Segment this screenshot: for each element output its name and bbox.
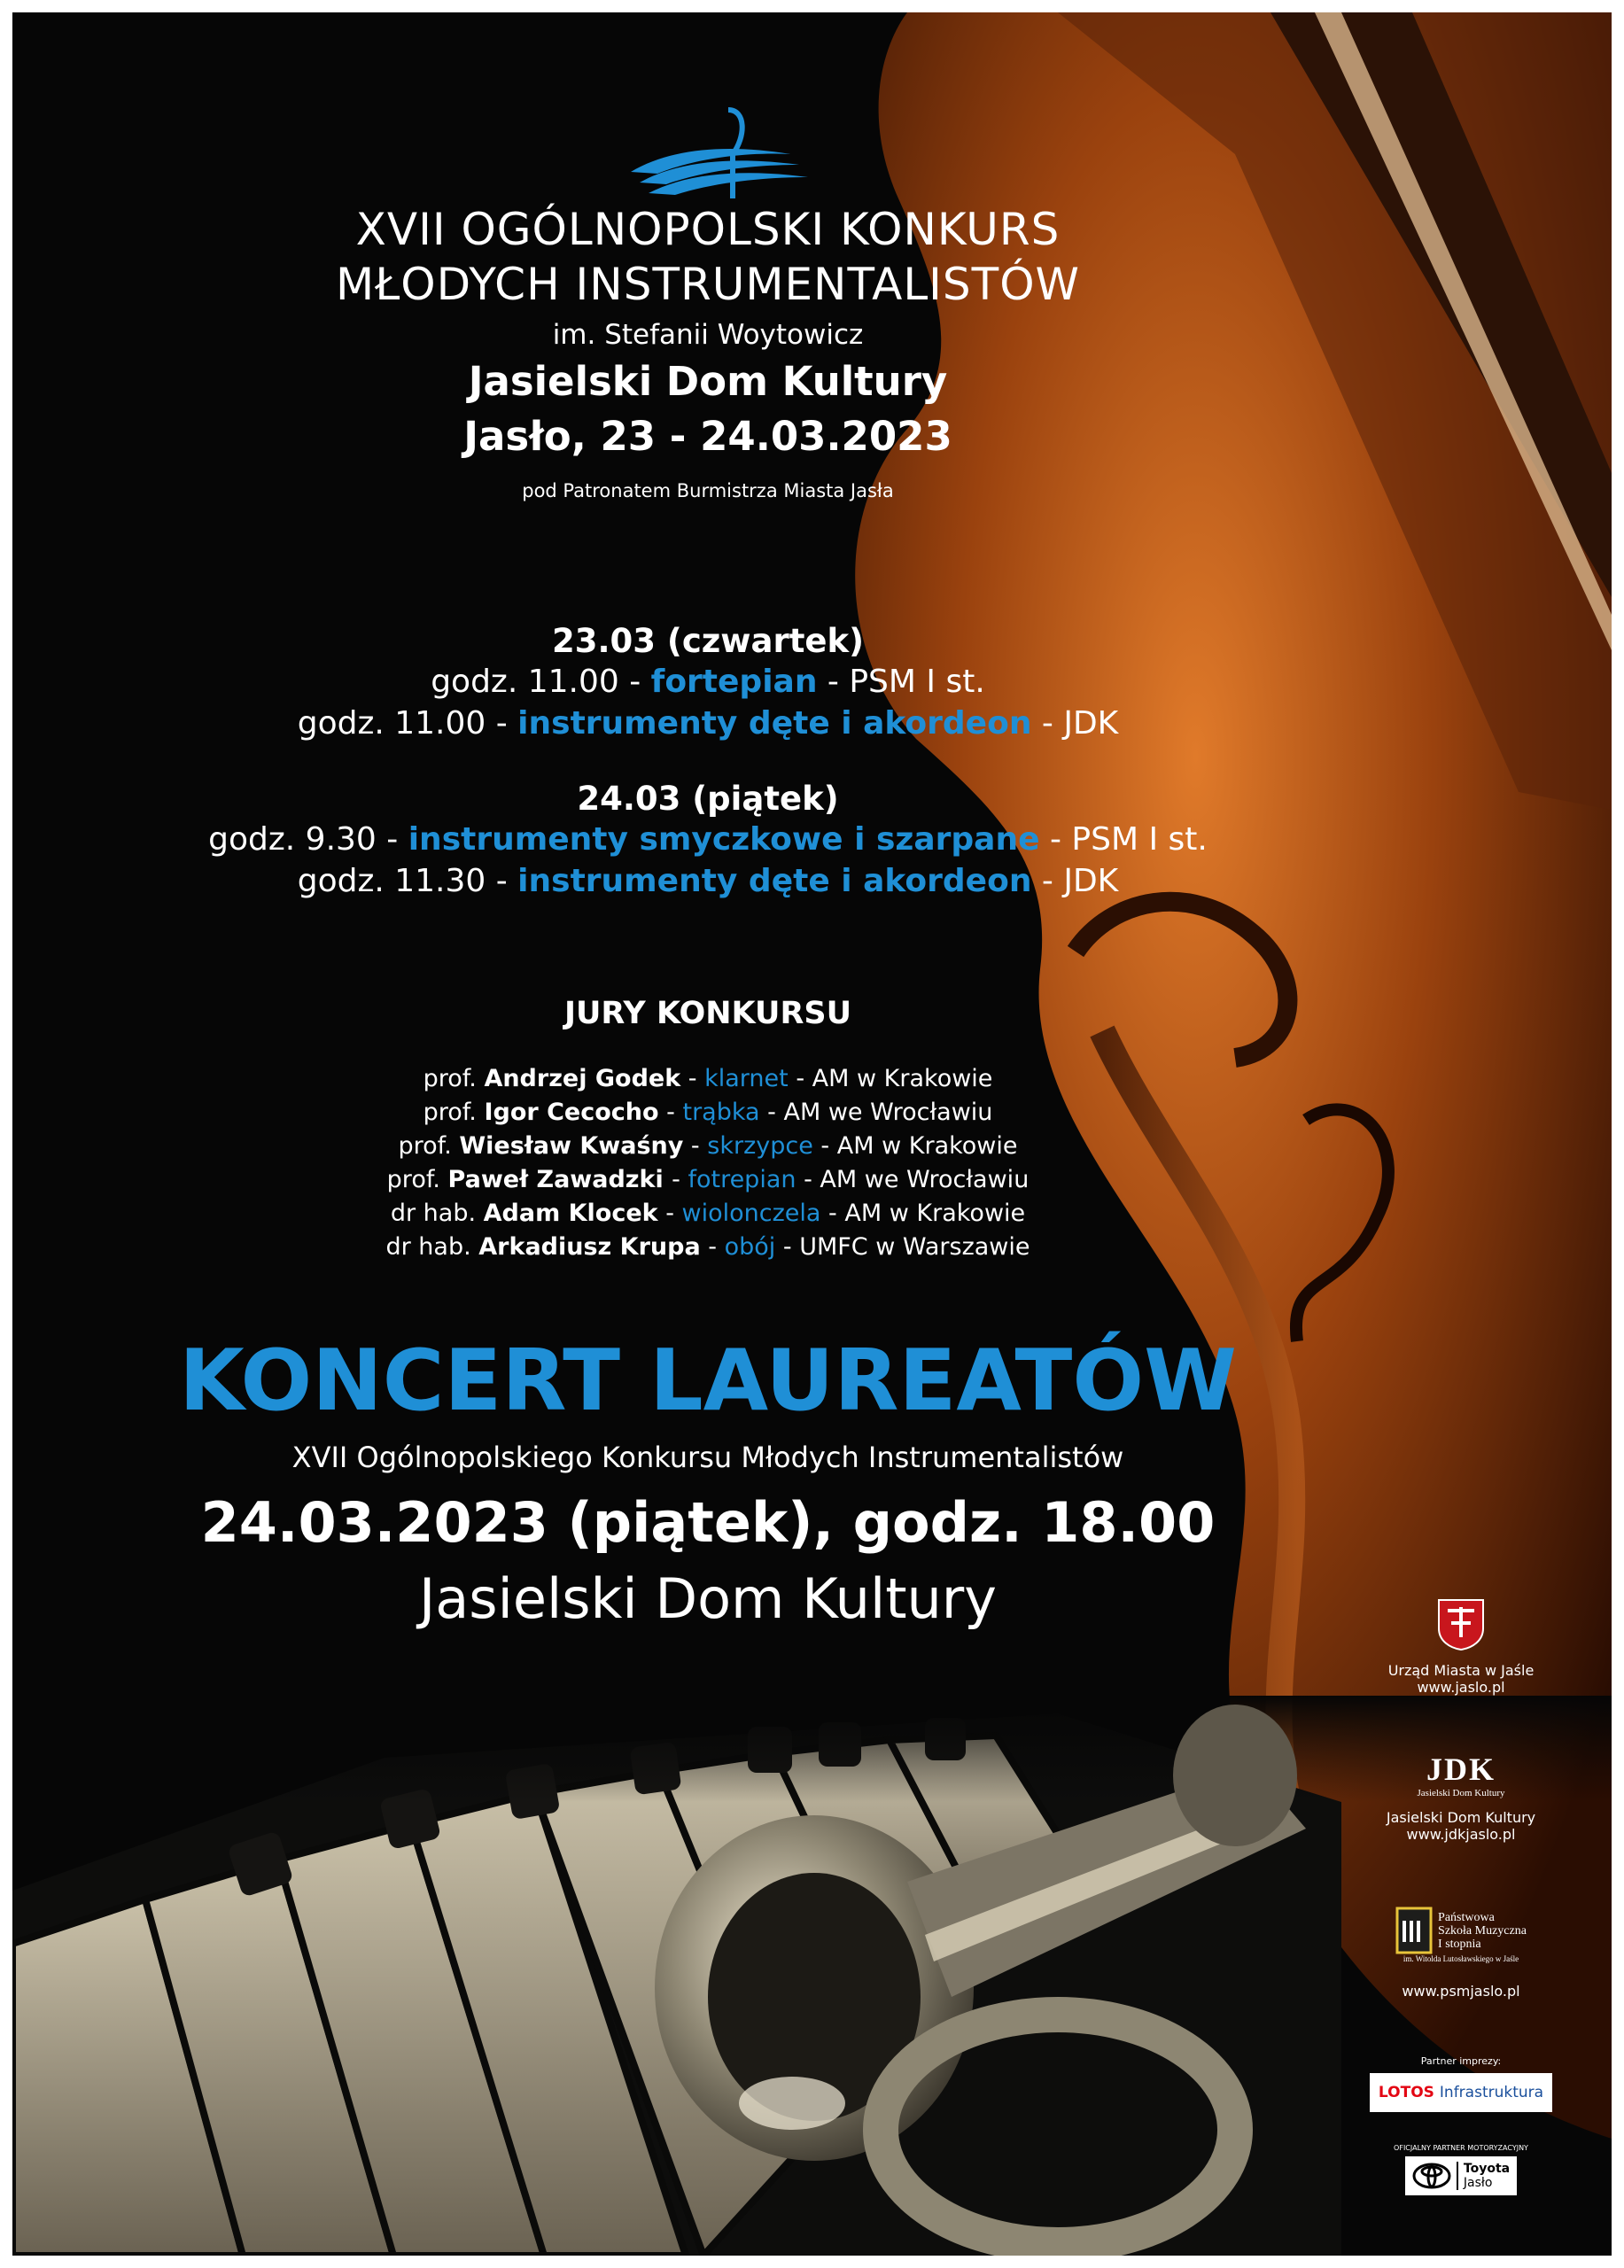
jury-member: dr hab. Arkadiusz Krupa - obój - UMFC w Warszawie xyxy=(385,1233,1030,1261)
toyota-label: OFICJALNY PARTNER MOTORYZACYJNY xyxy=(1394,2144,1528,2152)
concert-venue: Jasielski Dom Kultury xyxy=(419,1566,997,1631)
jury-member-instrument: fotrepian xyxy=(688,1166,796,1193)
sponsor-jdk xyxy=(1346,1751,1576,1843)
jdk-logo-caption: Jasielski Dom Kultury xyxy=(1417,1788,1505,1798)
contest-title-line1: XVII OGÓLNOPOLSKI KONKURS xyxy=(355,204,1061,255)
schedule-place: - PSM I st. xyxy=(817,664,985,700)
contest-place-dates: Jasło, 23 - 24.03.2023 xyxy=(463,413,952,460)
jury-member: dr hab. Adam Klocek - wiolonczela - AM w Krakowie xyxy=(390,1200,1026,1227)
schedule-instrument: instrumenty dęte i akordeon xyxy=(517,705,1032,742)
jury-member-title: dr hab. xyxy=(390,1200,484,1227)
jury-member-title: dr hab. xyxy=(385,1233,479,1261)
contest-patron: im. Stefanii Woytowicz xyxy=(552,319,864,351)
toyota-logo-icon xyxy=(1412,2163,1451,2189)
schedule-place: - JDK xyxy=(1031,863,1119,899)
psm-logo-icon xyxy=(1395,1907,1433,1954)
schedule-time: godz. 11.30 - xyxy=(297,863,518,899)
sponsor-city-url[interactable]: www.jaslo.pl xyxy=(1417,1679,1505,1696)
schedule-row xyxy=(12,705,1403,742)
concert-datetime: 24.03.2023 (piątek), godz. 18.00 xyxy=(200,1490,1216,1555)
jury-member-title: prof. xyxy=(386,1166,448,1193)
jury-member-name: Arkadiusz Krupa xyxy=(478,1233,701,1261)
jury-member-instrument: trąbka xyxy=(682,1099,760,1126)
sponsor-jdk-url[interactable]: www.jdkjaslo.pl xyxy=(1406,1826,1516,1843)
partner-label: Partner imprezy: xyxy=(1420,2055,1502,2067)
jury-member-name: Wiesław Kwaśny xyxy=(459,1132,684,1160)
contest-patronage: pod Patronatem Burmistrza Miasta Jasła xyxy=(522,480,894,501)
jury-member-instrument: klarnet xyxy=(704,1065,789,1092)
sponsor-jdk-name: Jasielski Dom Kultury xyxy=(1386,1809,1536,1826)
contest-logo-icon xyxy=(631,110,808,198)
sponsor-psm-url[interactable]: www.psmjaslo.pl xyxy=(1402,1983,1520,2000)
schedule-day-label: 23.03 (czwartek) xyxy=(552,622,864,660)
concert-subtitle: XVII Ogólnopolskiego Konkursu Młodych Instrumentalistów xyxy=(291,1441,1124,1474)
sponsor-toyota xyxy=(1346,2156,1576,2195)
jury-member-name: Paweł Zawadzki xyxy=(447,1166,672,1193)
jury-member-title: prof. xyxy=(423,1099,485,1126)
contest-title-line2: MŁODYCH INSTRUMENTALISTÓW xyxy=(335,259,1080,310)
schedule-instrument: instrumenty smyczkowe i szarpane xyxy=(408,821,1040,858)
sponsor-city xyxy=(1346,1598,1576,1696)
sponsor-psm xyxy=(1346,1907,1576,2000)
jury-member-academy: AM w Krakowie xyxy=(812,1065,993,1092)
schedule-instrument: fortepian xyxy=(650,664,818,700)
concert-title: KONCERT LAUREATÓW xyxy=(179,1332,1237,1430)
jury-member-academy: AM w Krakowie xyxy=(844,1200,1026,1227)
schedule-day-1 xyxy=(12,622,1403,742)
city-crest-icon xyxy=(1437,1598,1485,1651)
jury-member-instrument: wiolonczela xyxy=(681,1200,821,1227)
lotos-subtitle: Infrastruktura xyxy=(1439,2084,1544,2101)
sponsor-city-name: Urząd Miasta w Jaśle xyxy=(1387,1662,1535,1679)
jury-member-title: prof. xyxy=(398,1132,460,1160)
schedule-day-label: 24.03 (piątek) xyxy=(577,780,839,818)
jury-member-academy: AM we Wrocławiu xyxy=(820,1166,1030,1193)
schedule-place: - PSM I st. xyxy=(1039,821,1208,858)
schedule-time: godz. 11.00 - xyxy=(297,705,518,742)
schedule-time: godz. 11.00 - xyxy=(431,664,651,700)
psm-logo-line4: im. Witolda Lutosławskiego w Jaśle xyxy=(1403,1954,1519,1963)
jury-member-title: prof. xyxy=(423,1065,485,1092)
toyota-line1: Toyota xyxy=(1463,2162,1511,2176)
jdk-logo-icon: JDK xyxy=(1426,1751,1496,1787)
schedule-row xyxy=(12,821,1403,858)
jury-member-instrument: obój xyxy=(724,1233,776,1261)
jury-member-academy: AM we Wrocławiu xyxy=(783,1099,993,1126)
jury-list xyxy=(12,1062,1403,1264)
poster xyxy=(12,12,1612,2256)
jury-member: prof. Paweł Zawadzki - fotrepian - AM we Wrocławiu xyxy=(386,1166,1030,1193)
psm-logo-line1: Państwowa xyxy=(1438,1910,1495,1924)
jury-member-name: Adam Klocek xyxy=(483,1200,658,1227)
psm-logo-line2: Szkoła Muzyczna xyxy=(1438,1923,1527,1938)
lotos-logo-icon: LOTOS xyxy=(1378,2084,1434,2101)
jury-member: prof. Andrzej Godek - klarnet - AM w Krakowie xyxy=(423,1065,993,1092)
psm-logo-line3: I stopnia xyxy=(1438,1937,1481,1951)
schedule-place: - JDK xyxy=(1031,705,1119,742)
schedule-row xyxy=(12,863,1403,899)
jury-member-instrument: skrzypce xyxy=(707,1132,813,1160)
jury-member-name: Igor Cecocho xyxy=(484,1099,659,1126)
jury-member-name: Andrzej Godek xyxy=(484,1065,681,1092)
jury-member: prof. Wiesław Kwaśny - skrzypce - AM w Krakowie xyxy=(398,1132,1018,1160)
schedule-row xyxy=(12,664,1403,700)
schedule-time: godz. 9.30 - xyxy=(208,821,408,858)
schedule-instrument: instrumenty dęte i akordeon xyxy=(517,863,1032,899)
contest-venue: Jasielski Dom Kultury xyxy=(468,358,948,405)
contest-title xyxy=(12,202,1403,312)
jury-member-academy: AM w Krakowie xyxy=(836,1132,1018,1160)
jury-member: prof. Igor Cecocho - trąbka - AM we Wrocławiu xyxy=(423,1099,993,1126)
sponsor-lotos xyxy=(1346,2073,1576,2112)
schedule-day-2 xyxy=(12,780,1403,899)
jury-title: JURY KONKURSU xyxy=(563,996,852,1031)
jury-member-academy: UMFC w Warszawie xyxy=(799,1233,1030,1261)
toyota-line2: Jasło xyxy=(1463,2176,1493,2190)
